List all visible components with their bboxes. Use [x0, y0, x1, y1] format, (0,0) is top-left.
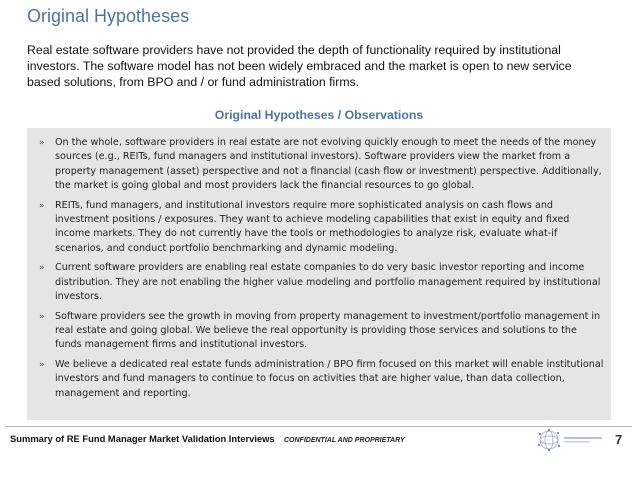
footer-document-title: Summary of RE Fund Manager Market Validation Interviews [10, 433, 275, 444]
list-item [39, 261, 605, 304]
observations-list [27, 128, 611, 401]
list-item [39, 310, 605, 353]
page-number: 7 [615, 432, 623, 447]
footer-divider [6, 426, 632, 427]
bullet-text: On the whole, software providers in real estate are not evolving quickly enough to meet the needs of the money sources (e.g., REITs, fund managers and institutional investors). Software providers view the market from a property management (asset) perspective and not a financial (cash flow or investment) perspective. Additionally, the market is going global and most providers lack the financial resources to go global. [55, 137, 602, 191]
bullet-marker: » [39, 311, 45, 322]
bullet-marker: » [39, 200, 45, 211]
company-logo-icon [536, 428, 608, 452]
bullet-text: REITs, fund managers, and institutional investors require more sophisticated analysis on cash flows and investment positions / exposures. They want to achieve modeling capabilities that exist in equity and fixed income markets. They do not currently have the tools or methodologies to analyze risk, evaluate what-if scenarios, and conduct portfolio benchmarking and dynamic modeling. [55, 199, 570, 254]
section-title: Original Hypotheses / Observations [214, 108, 424, 122]
bullet-marker: » [39, 263, 45, 274]
bullet-marker: » [39, 138, 45, 148]
bullet-marker: » [39, 360, 45, 371]
intro-text: Real estate software providers have not provided the depth of functionality required by institutional investors. The software model has not been widely embraced and the market is open to new service based solutions, from BPO and / or fund administration firms. [27, 43, 572, 89]
bullet-text: Software providers see the growth in moving from property management to investment/portfolio management in real estate and going global. We believe the real opportunity is providing those services and solutions to the funds management firms and institutional investors. [55, 310, 601, 351]
footer-confidential: CONFIDENTIAL AND PROPRIETARY [284, 437, 405, 444]
list-item [39, 199, 605, 256]
observations-box [27, 128, 611, 420]
page-title: Original Hypotheses [27, 6, 190, 26]
bullet-text: We believe a dedicated real estate funds administration / BPO firm focused on this market will enable institutional investors and fund managers to continue to focus on activities that are higher value, than data collection, management and reporting. [55, 359, 604, 399]
company-logo-graphic [536, 428, 608, 452]
bullet-text: Current software providers are enabling real estate companies to do very basic investor reporting and income distribution. They are not enabling the higher value modeling and portfolio management required by institutional investors. [55, 262, 601, 302]
list-item [39, 136, 605, 193]
list-item [39, 358, 605, 401]
